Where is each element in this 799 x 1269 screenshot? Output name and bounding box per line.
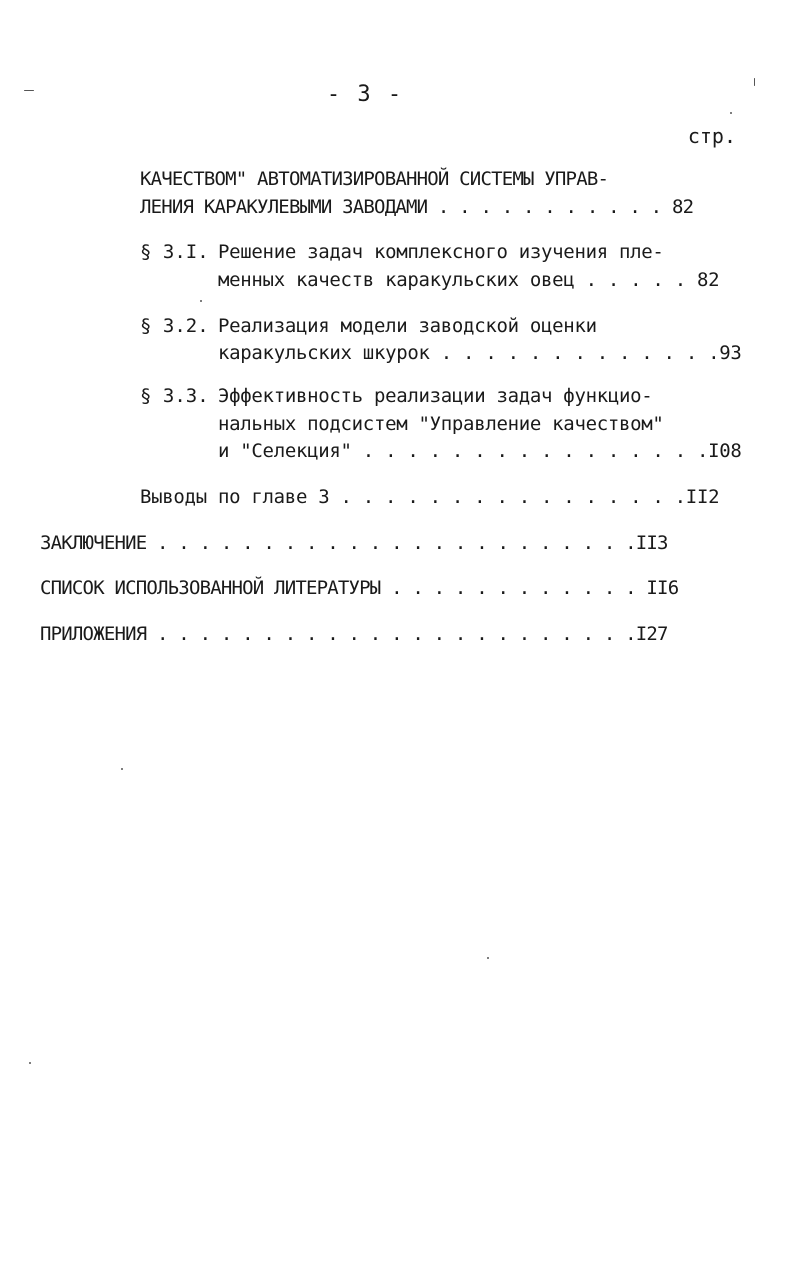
scan-speck: [754, 78, 755, 86]
scan-speck: [24, 90, 34, 91]
scan-speck: [121, 768, 123, 770]
toc-entry-line: Решение задач комплексного изучения пле-: [218, 241, 664, 263]
toc-entry-line: нальных подсистем "Управление качеством": [218, 413, 664, 435]
toc-entry-line: ЛЕНИЯ КАРАКУЛЕВЫМИ ЗАВОДАМИ . . . . . . . . . . . 82: [140, 196, 694, 218]
toc-entry-line: менных качеств каракульских овец . . . . . 82: [218, 269, 720, 291]
toc-entry-line: Реализация модели заводской оценки: [218, 315, 597, 337]
toc-entry-line: ПРИЛОЖЕНИЯ . . . . . . . . . . . . . . . . . . . . . . .I27: [40, 623, 668, 645]
scan-speck: [487, 957, 489, 959]
toc-entry-line: Эффективность реализации задач функцио-: [218, 385, 653, 407]
toc-entry-line: и "Селекция" . . . . . . . . . . . . . . . .I08: [218, 440, 742, 462]
page-column-label: стр.: [687, 124, 736, 148]
toc-entry-line: СПИСОК ИСПОЛЬЗОВАННОЙ ЛИТЕРАТУРЫ . . . . . . . . . . . . II6: [40, 577, 679, 599]
scan-speck: [29, 1062, 31, 1064]
page-number: - 3 -: [326, 82, 404, 107]
section-marker: § 3.3.: [140, 385, 209, 407]
toc-entry-line: каракульских шкурок . . . . . . . . . . . . .93: [218, 342, 742, 364]
section-marker: § 3.I.: [140, 241, 209, 263]
toc-entry-line: ЗАКЛЮЧЕНИЕ . . . . . . . . . . . . . . . . . . . . . . .II3: [40, 532, 668, 554]
section-marker: § 3.2.: [140, 315, 209, 337]
toc-entry-line: Выводы по главе 3 . . . . . . . . . . . . . . . .II2: [140, 486, 720, 508]
scan-speck: [200, 300, 202, 302]
toc-entry-line: КАЧЕСТВОМ" АВТОМАТИЗИРОВАННОЙ СИСТЕМЫ УПРАВ-: [140, 168, 609, 190]
scan-speck: [730, 112, 732, 114]
